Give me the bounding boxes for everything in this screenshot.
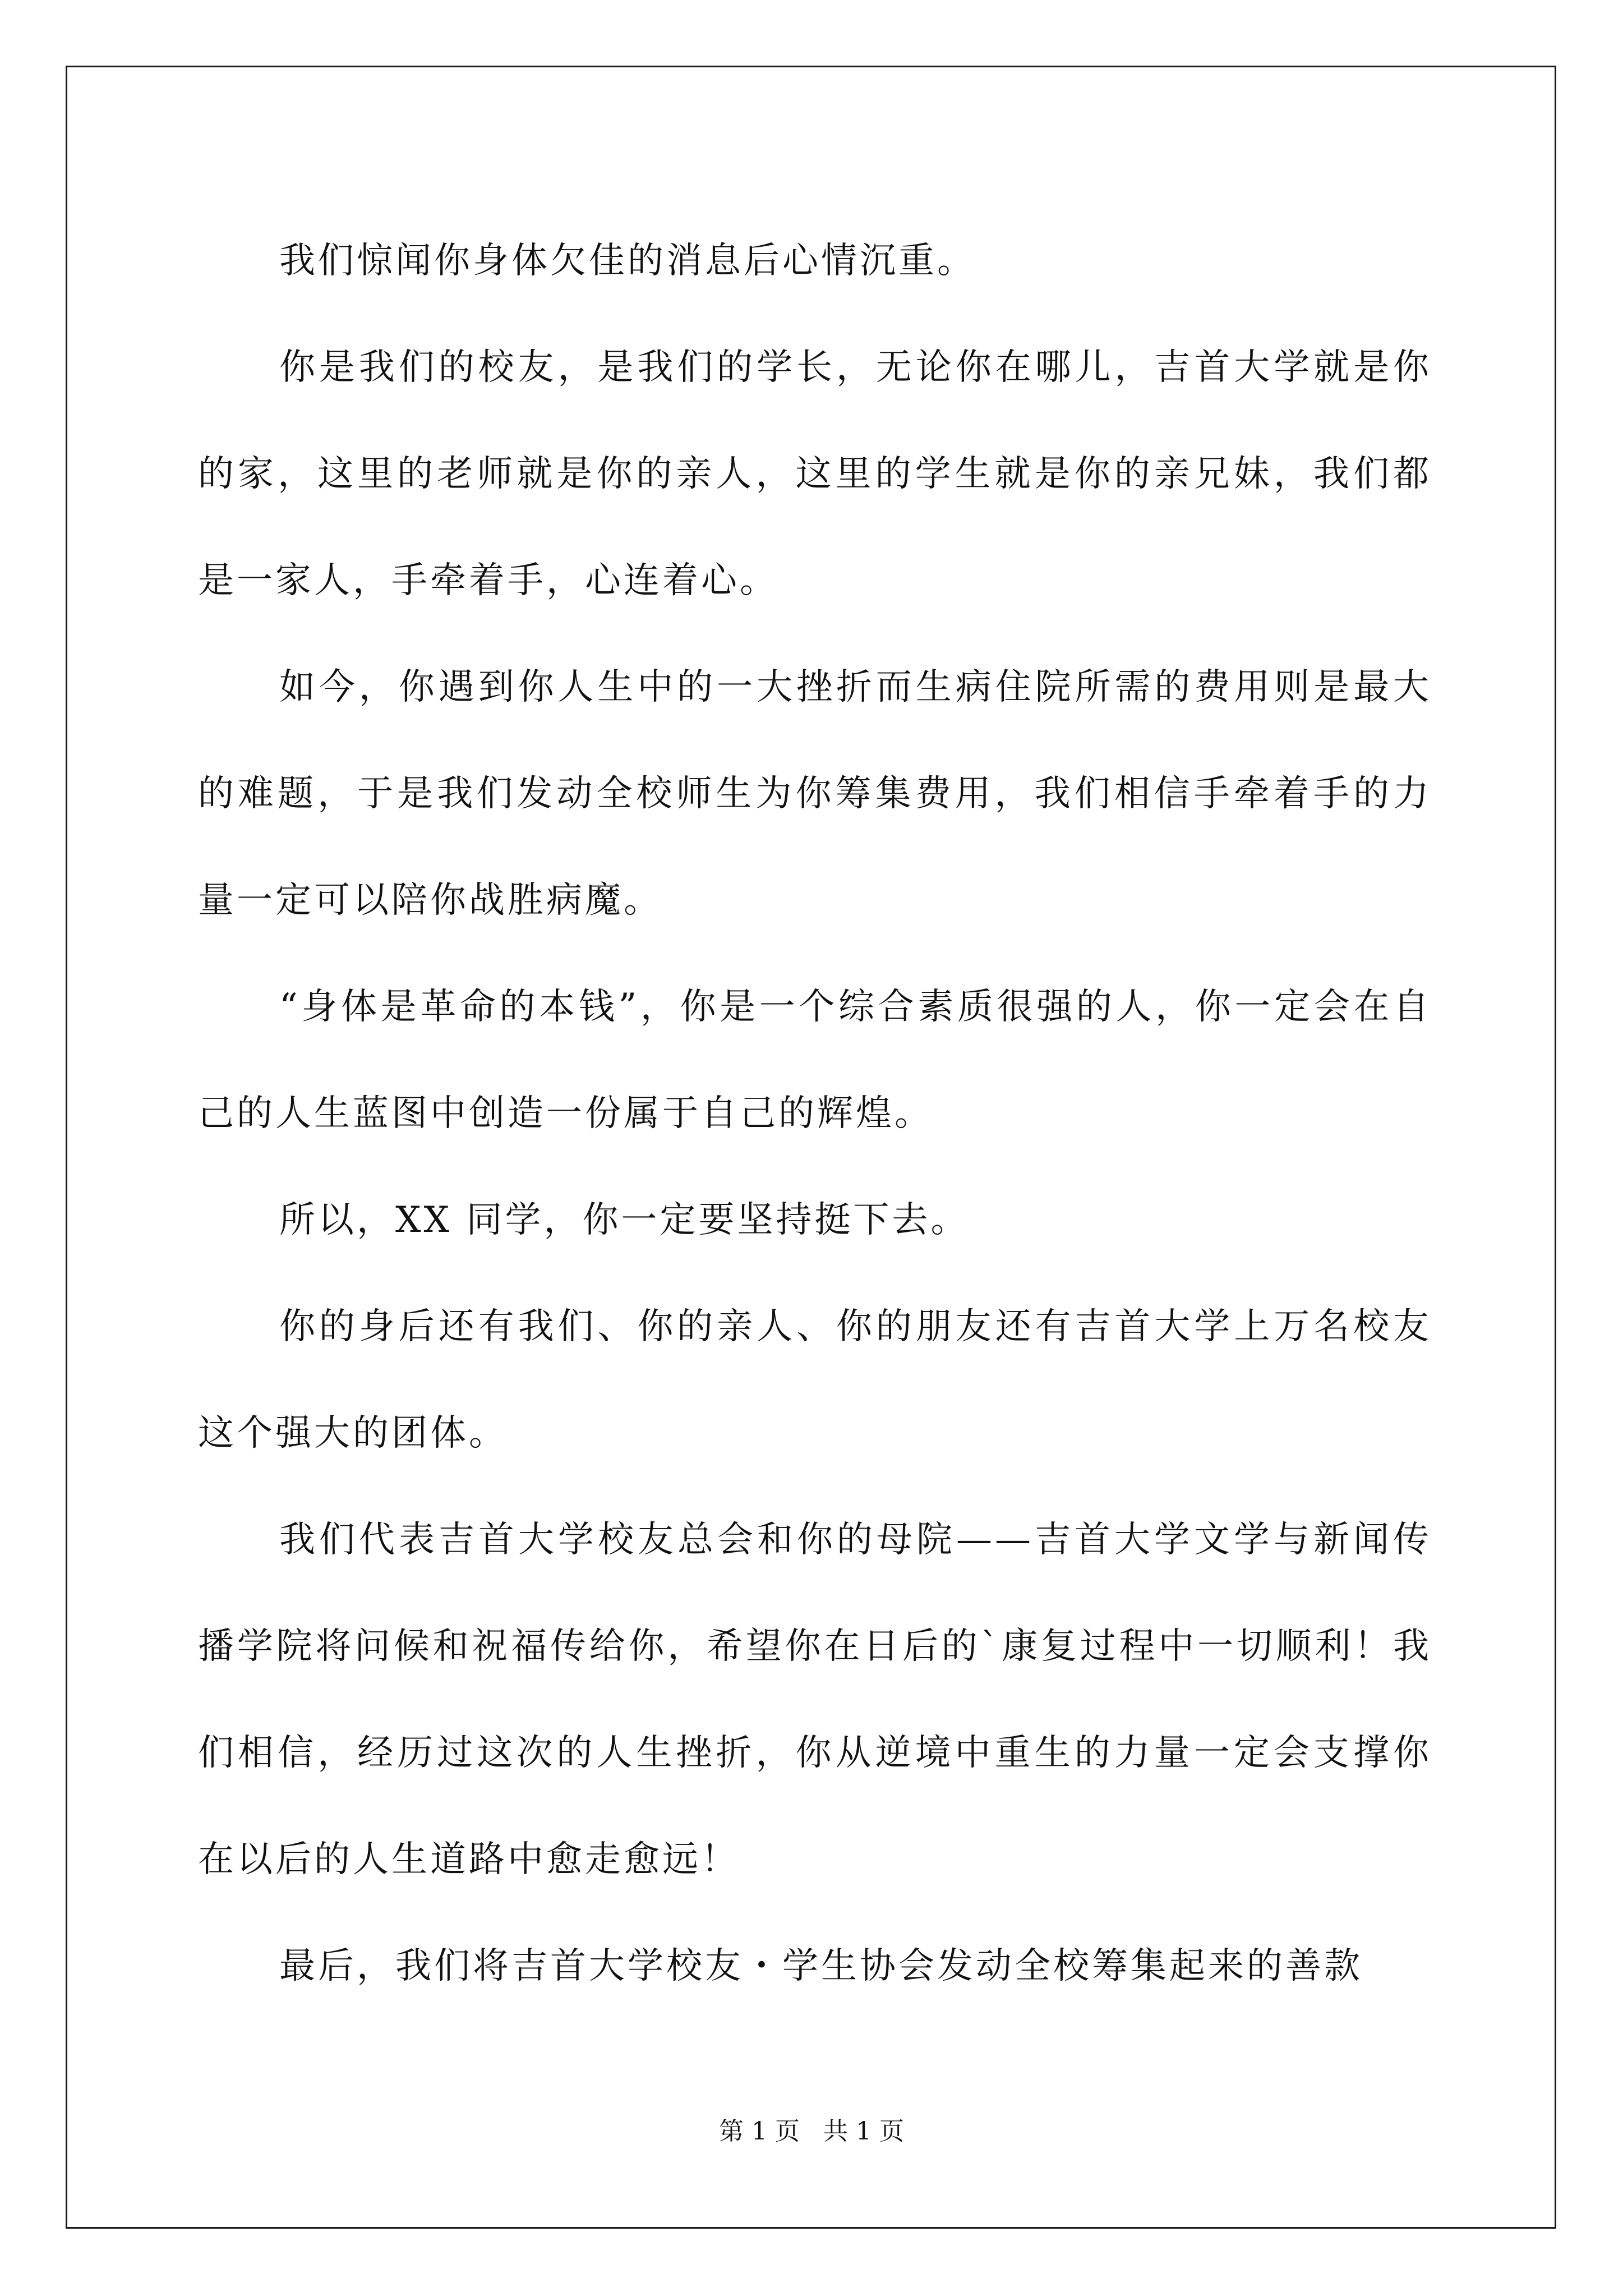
- letter-body: [198, 208, 1432, 2019]
- paragraph-2: 你是我们的校友，是我们的学长，无论你在哪儿，吉首大学就是你的家，这里的老师就是你的亲人，这里的学生就是你的亲兄妹，我们都是一家人，手牵着手，心连着心。: [198, 347, 1432, 601]
- paragraph-3: 如今，你遇到你人生中的一大挫折而生病住院所需的费用则是最大的难题，于是我们发动全校师生为你筹集费用，我们相信手牵着手的力量一定可以陪你战胜病魔。: [198, 666, 1432, 921]
- page-footer: 第 1 页 共 1 页: [719, 2117, 904, 2146]
- paragraph-5: 所以，XX 同学，你一定要坚持挺下去。: [279, 1199, 970, 1241]
- paragraph-1: 我们惊闻你身体欠佳的消息后心情沉重。: [279, 240, 976, 282]
- paragraph-4: “身体是革命的本钱”，你是一个综合素质很强的人，你一定会在自己的人生蓝图中创造一份属于自己的辉煌。: [198, 986, 1432, 1134]
- paragraph-6: 你的身后还有我们、你的亲人、你的朋友还有吉首大学上万名校友这个强大的团体。: [198, 1306, 1432, 1454]
- paragraph-8: 最后，我们将吉首大学校友・学生协会发动全校筹集起来的善款: [279, 1945, 1363, 1987]
- paragraph-7: 我们代表吉首大学校友总会和你的母院——吉首大学文学与新闻传播学院将问候和祝福传给你，希望你在日后的`康复过程中一切顺利！我们相信，经历过这次的人生挫折，你从逆境中重生的力量一定会支撑你在以后的人生道路中愈走愈远！: [198, 1519, 1432, 1880]
